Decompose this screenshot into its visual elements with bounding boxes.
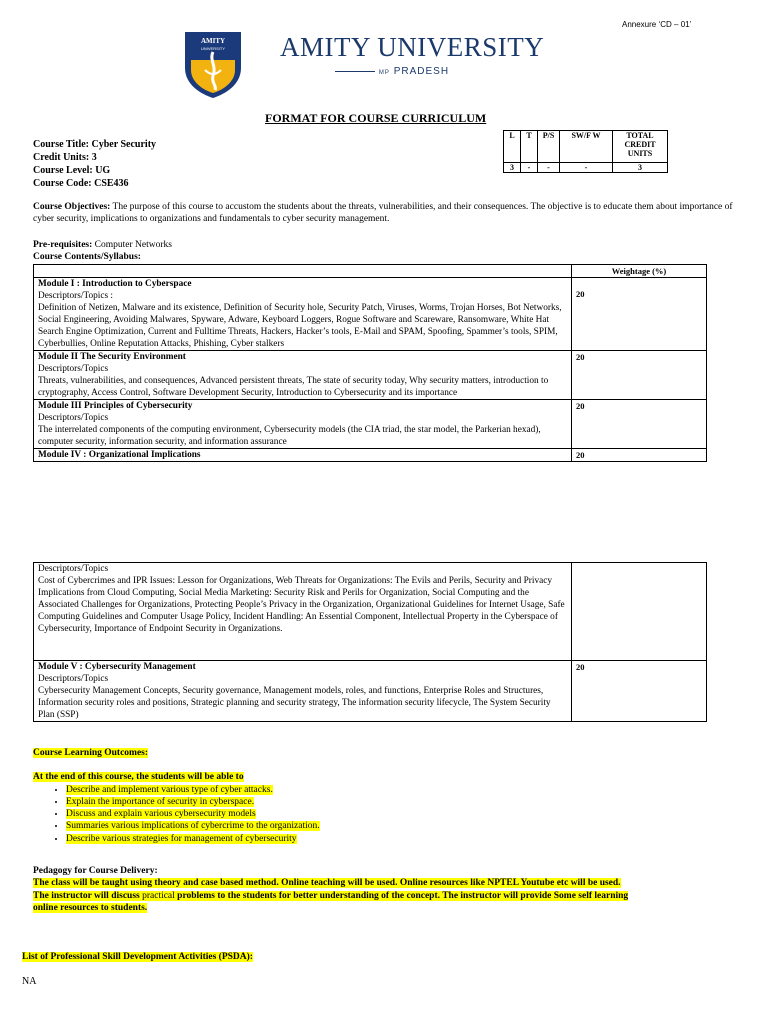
- pedagogy-line3: online resources to students.: [33, 902, 148, 913]
- modules-table: [33, 264, 707, 462]
- module-topics: Cost of Cybercrimes and IPR Issues: Lesson for Organizations, Web Threats for Organizations: The Evils and Perils, Security and Privacy Implications from Cloud Computing, Social Media Marketing: Security Risk and Perils for Organization, Social Computing and the Associated Challenges for Organizations, Protecting People’s Privacy in the Organization, Organizational Guidelines for Internet Usage, Safe Computing Guidelines and Computer Usage Policy, Incident Handling: An Essential Component, Intellectual Property in the Cyberspace of Cybersecurity, Importance of Endpoint Security in Organizations.: [38, 576, 565, 634]
- module-topics: The interrelated components of the computing environment, Cybersecurity models (the CIA triad, the star model, the Parkerian hexad), computer security, information security, and information assurance: [38, 425, 541, 447]
- ltp-header: TOTAL CREDIT UNITS: [613, 131, 668, 163]
- outcomes-intro: At the end of this course, the students will be able to: [33, 772, 244, 783]
- annexure-label: Annexure ‘CD – 01’: [622, 20, 692, 29]
- module-topics: Cybersecurity Management Concepts, Security governance, Management models, roles, and functions, Enterprise Roles and Structures, Information security roles and positions, Strategic planning and security strategy, The information security lifecycle, The System Security Plan (SSP): [38, 686, 551, 720]
- ltp-header: SW/F W: [560, 131, 613, 163]
- module-row: [34, 351, 572, 400]
- page-title: FORMAT FOR COURSE CURRICULUM: [265, 111, 487, 125]
- weightage-header: Weightage (%): [572, 265, 707, 278]
- course-code: Course Code: CSE436: [33, 178, 129, 189]
- svg-text:UNIVERSITY: UNIVERSITY: [200, 46, 226, 51]
- psda-value: NA: [22, 976, 37, 987]
- ltp-value: 3: [613, 163, 668, 173]
- ltp-header: P/S: [538, 131, 560, 163]
- svg-text:AMITY: AMITY: [200, 37, 226, 45]
- pedagogy-line1: The class will be taught using theory and case based method. Online teaching will be used. Online resources like NPTEL Youtube etc will be used.: [33, 878, 621, 889]
- pedagogy-line2: The instructor will discuss practical problems to the students for better understanding of the concept. The instructor will provide Some self learning: [33, 890, 629, 901]
- module-title: Module II The Security Environment: [38, 352, 186, 362]
- pedagogy-label: Pedagogy for Course Delivery:: [33, 866, 158, 876]
- list-item: • Describe various strategies for management of cybersecurity: [66, 833, 320, 845]
- course-contents-label: Course Contents/Syllabus:: [33, 252, 141, 262]
- ltp-header: L: [504, 131, 521, 163]
- psda-label: List of Professional Skill Development Activities (PSDA):: [22, 952, 253, 962]
- ltp-value: 3: [504, 163, 521, 173]
- list-item: • Discuss and explain various cybersecurity models: [66, 808, 320, 820]
- ltp-value: -: [560, 163, 613, 173]
- module-descriptor: Descriptors/Topics: [38, 364, 109, 374]
- credit-units: Credit Units: 3: [33, 152, 97, 163]
- module-row: [34, 278, 572, 351]
- module-topics: Threats, vulnerabilities, and consequences, Advanced persistent threats, The state of security today, Why security matters, introduction to cryptography, Access Control, Software Development Security, Introduction to Cybersecurity and its importance: [38, 376, 549, 398]
- course-title: Course Title: Cyber Security: [33, 139, 157, 150]
- university-name: AMITY UNIVERSITY: [280, 32, 545, 62]
- module-title: Module I : Introduction to Cyberspace: [38, 279, 192, 289]
- learning-outcomes: [33, 747, 320, 845]
- module-descriptor: Descriptors/Topics: [38, 564, 109, 574]
- amity-logo-icon: [183, 30, 243, 100]
- ltp-table: [503, 130, 668, 173]
- module-row: [34, 563, 572, 661]
- module-topics: Definition of Netizen, Malware and its existence, Definition of Security hole, Security Patch, Viruses, Worms, Trojan Horses, Bot Networks, Social Engineering, Avoiding Malwares, Spyware, Adware, Keyboard Loggers, Rogue Software and Scareware, Ransomware, White Hat Search Engine Optimization, Current and Fulltime Threats, Hackers, Hacker’s tools, E-Mail and SPAM, Spoofing, Spammer’s tools, SPIM, Cyberbullies, Online Reputation Attacks, Phishing, Cyber stalkers: [38, 303, 562, 349]
- list-item: • Explain the importance of security in cyberspace.: [66, 796, 320, 808]
- course-objectives: Course Objectives: The purpose of this course to accustom the students about the threats, vulnerabilities, and their consequences. The objective is to educate them about importance of cyber security, implications to organizations and fundamentals to cyber security management.: [33, 202, 733, 224]
- pedagogy: [33, 865, 753, 914]
- module-descriptor: Descriptors/Topics: [38, 674, 109, 684]
- module-row: [34, 400, 572, 449]
- module-row: [34, 661, 572, 722]
- course-info: [33, 138, 156, 190]
- course-level: Course Level: UG: [33, 165, 111, 176]
- ltp-header: T: [521, 131, 538, 163]
- outcomes-list: [33, 784, 320, 845]
- list-item: • Describe and implement various type of cyber attacks.: [66, 784, 320, 796]
- module-weight: 20: [572, 661, 707, 722]
- ltp-value: -: [538, 163, 560, 173]
- module-weight: 20: [572, 449, 707, 462]
- prerequisites: Pre-requisites: Computer Networks: [33, 240, 172, 250]
- outcomes-label: Course Learning Outcomes:: [33, 748, 149, 758]
- modules-table-continued: [33, 562, 707, 722]
- module-weight: 20: [572, 400, 707, 449]
- module-title: Module V : Cybersecurity Management: [38, 662, 196, 672]
- module-descriptor: Descriptors/Topics :: [38, 291, 114, 301]
- module-descriptor: Descriptors/Topics: [38, 413, 109, 423]
- university-location: MP PRADESH: [315, 66, 465, 77]
- module-weight: 20: [572, 351, 707, 400]
- module-row: [34, 449, 572, 462]
- list-item: • Summaries various implications of cybercrime to the organization.: [66, 820, 320, 832]
- module-title: Module IV : Organizational Implications: [38, 450, 201, 460]
- module-title: Module III Principles of Cybersecurity: [38, 401, 193, 411]
- module-weight: 20: [572, 278, 707, 351]
- ltp-value: -: [521, 163, 538, 173]
